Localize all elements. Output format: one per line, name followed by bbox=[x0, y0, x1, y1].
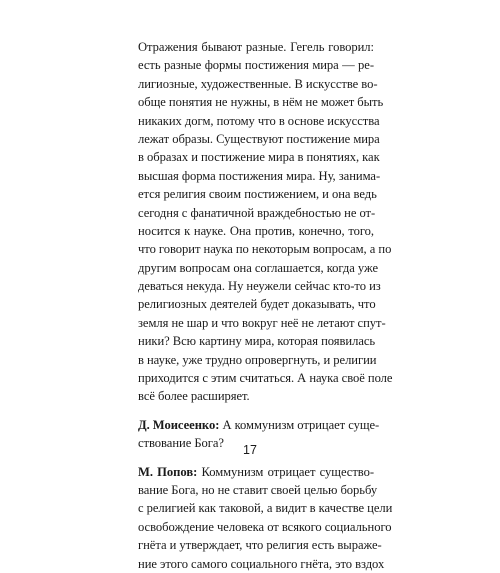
text-line: лежат образы. Существуют постижение мира bbox=[138, 131, 380, 146]
text-line: религиозных деятелей будет доказывать, что bbox=[138, 297, 376, 312]
text-line: вание Бога, но не ставит своей целью борьбу bbox=[138, 482, 378, 497]
text-line: сегодня с фанатичной враждебностью не от- bbox=[138, 205, 376, 220]
text-line: в образах и постижение мира в понятиях, как bbox=[138, 150, 380, 165]
page-body bbox=[138, 38, 393, 573]
text-line: что говорит наука по некоторым вопросам, а по bbox=[138, 242, 392, 257]
text-line: с религией как таковой, а видит в качестве цели bbox=[138, 501, 393, 516]
page-number: 17 bbox=[243, 443, 257, 457]
text-line: другим вопросам она соглашается, когда уже bbox=[138, 260, 379, 275]
paragraph bbox=[138, 463, 393, 573]
text-line: в науке, уже трудно опровергнуть, и религии bbox=[138, 352, 377, 367]
text-line: деваться некуда. Ну неужели сейчас кто-то из bbox=[138, 279, 381, 294]
text-line: ники? Всю картину мира, которая появилась bbox=[138, 334, 376, 349]
text-line bbox=[138, 416, 380, 434]
text-line: ствование Бога? bbox=[138, 436, 224, 451]
text-line: приходится с этим считаться. А наука своё поле bbox=[138, 371, 393, 386]
speaker-name: Д. Моисеенко: bbox=[138, 417, 220, 432]
text-line: лигиозные, художественные. В искусстве во- bbox=[138, 76, 378, 91]
text-line: освобождение человека от всякого социального bbox=[138, 519, 392, 534]
text-line: никаких догм, потому что в основе искусства bbox=[138, 113, 380, 128]
paragraph bbox=[138, 38, 393, 406]
text-line: Отражения бывают разные. Гегель говорил: bbox=[138, 40, 374, 54]
paragraph-gap bbox=[138, 406, 374, 416]
text-line: ется религия своим постижением, и она ведь bbox=[138, 187, 377, 202]
text-line: носится к науке. Она против, конечно, того, bbox=[138, 223, 374, 238]
text-line bbox=[138, 463, 374, 481]
text-run: Коммунизм отрицает существо- bbox=[197, 464, 374, 479]
text-line: есть разные формы постижения мира — ре- bbox=[138, 58, 374, 73]
text-run: А коммунизм отрицает суще- bbox=[219, 417, 380, 432]
speaker-name: М. Попов: bbox=[138, 464, 198, 479]
text-line: высшая форма постижения мира. Ну, занима- bbox=[138, 168, 381, 183]
text-line: обще понятия не нужны, в нём не может быть bbox=[138, 95, 384, 110]
text-line: ние этого самого социального гнёта, это вздох bbox=[138, 556, 385, 571]
text-line: гнёта и утверждает, что религия есть выраже- bbox=[138, 538, 382, 553]
text-line: земля не шар и что вокруг неё не летают спут- bbox=[138, 315, 386, 330]
text-line: всё более расширяет. bbox=[138, 389, 250, 404]
